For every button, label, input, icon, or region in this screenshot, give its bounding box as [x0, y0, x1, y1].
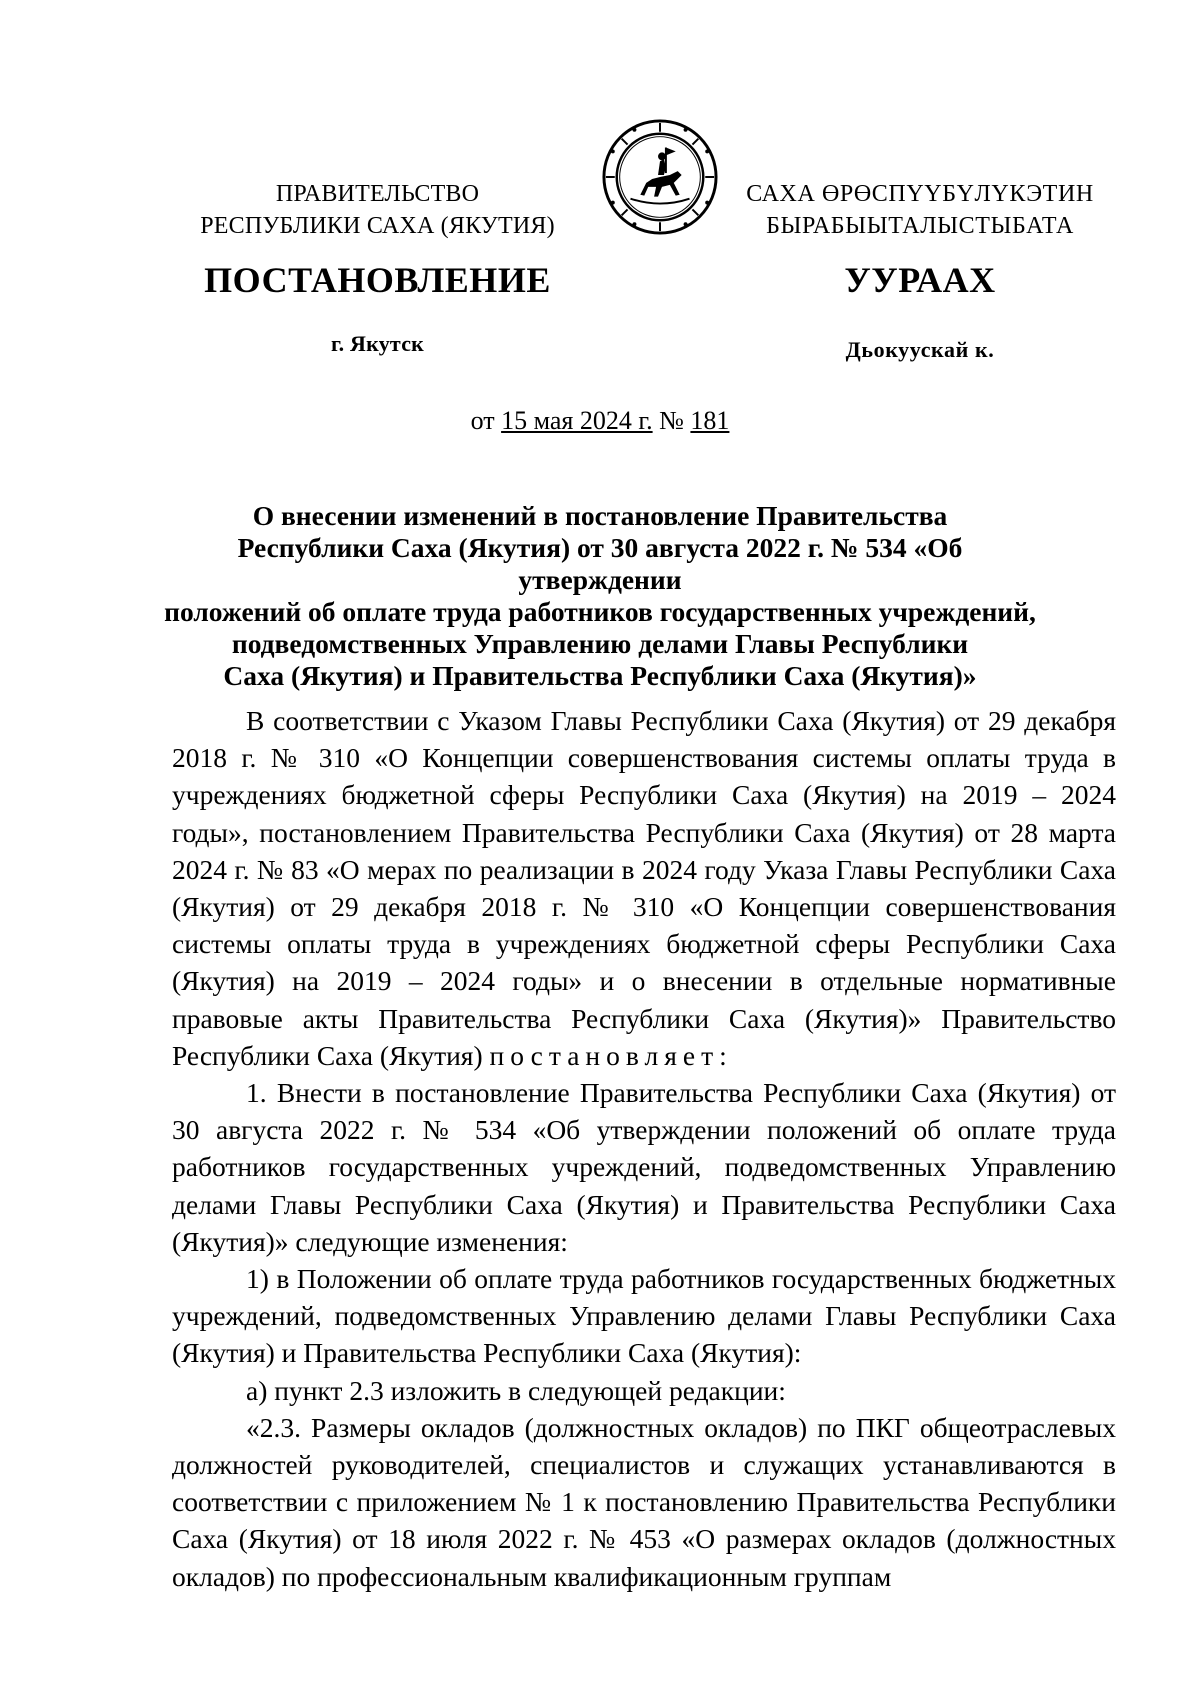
decree-word: постановляет:: [489, 1039, 733, 1071]
subject-line-4: подведомственных Управлению делами Главы Республики: [231, 628, 969, 659]
paragraph-subitem-a: а) пункт 2.3 изложить в следующей редакции:: [246, 1374, 786, 1406]
dateline-prefix: от: [470, 406, 495, 435]
left-city: г. Якутск: [330, 331, 425, 356]
paragraph-clause-2-3: «2.3. Размеры окладов (должностных окладов) по ПКГ общеотраслевых должностей руководителей, специалистов и служащих устанавливаются в соответствии с приложением № 1 к постановлению Правительства Республики Саха (Якутия) от 18 июля 2022 г. № 453 «О размерах окладов (должностных окладов) по профессиональным квалификационным группам: [172, 1411, 1116, 1592]
preamble-text: В соответствии с Указом Главы Республики Саха (Якутия) от 29 декабря 2018 г. № 310 «О Концепции совершенствования системы оплаты труда в учреждениях бюджетной сферы Республики Саха (Якутия) на 2019 – 2024 годы», постановлением Правительства Республики Саха (Якутия) от 28 марта 2024 г. № 83 «О мерах по реализации в 2024 году Указа Главы Республики Саха (Якутия) от 29 декабря 2018 г. № 310 «О Концепции совершенствования системы оплаты труда в учреждениях бюджетной сферы Республики Саха (Якутия) на 2019 – 2024 годы» и о внесении в отдельные нормативные правовые акты Правительства Республики Саха (Якутия)» Правительство Республики Саха (Якутия): [172, 705, 1116, 1071]
right-org-line-1: САХА ӨРӨСПҮҮБҮЛҮКЭТИН: [746, 181, 1094, 207]
number-sign: №: [659, 406, 684, 435]
subject-line-5: Саха (Якутия) и Правительства Республики Саха (Якутия)»: [223, 660, 977, 691]
left-document-type: ПОСТАНОВЛЕНИЕ: [204, 260, 551, 300]
right-city: Дьокуускай к.: [845, 337, 995, 362]
paragraph-subitem-1: 1) в Положении об оплате труда работников государственных бюджетных учреждений, подведомственных Управлению делами Главы Республики Саха (Якутия) и Правительства Республики Саха (Якутия):: [172, 1263, 1116, 1369]
right-document-type: УУРААХ: [844, 260, 996, 300]
subject-line-3: положений об оплате труда работников государственных учреждений,: [164, 596, 1036, 627]
subject-line-2: Республики Саха (Якутия) от 30 августа 2022 г. № 534 «Об утверждении: [237, 532, 963, 595]
left-org-line-2: РЕСПУБЛИКИ САХА (ЯКУТИЯ): [200, 213, 555, 239]
document-date: 15 мая 2024 г.: [501, 406, 653, 435]
coat-of-arms-emblem-icon: [601, 118, 719, 236]
left-organization-name: [150, 178, 605, 242]
paragraph-item-1: 1. Внести в постановление Правительства Республики Саха (Якутия) от 30 августа 2022 г. № 534 «Об утверждении положений об оплате труда работников государственных учреждений, подведомственных Управлению делами Главы Республики Саха (Якутия) и Правительства Республики Саха (Якутия)» следующие изменения:: [172, 1077, 1116, 1257]
document-subject: [160, 500, 1040, 692]
right-organization-name: [730, 178, 1110, 242]
document-dateline: [0, 404, 1200, 438]
document-body: [172, 702, 1116, 1595]
subject-line-1: О внесении изменений в постановление Правительства: [252, 500, 948, 531]
preamble-paragraph: [172, 702, 1116, 1074]
right-org-line-2: БЫРАБЫЫТАЛЫСТЫБАТА: [766, 213, 1074, 239]
document-number: 181: [690, 406, 730, 435]
left-org-line-1: ПРАВИТЕЛЬСТВО: [275, 181, 480, 207]
